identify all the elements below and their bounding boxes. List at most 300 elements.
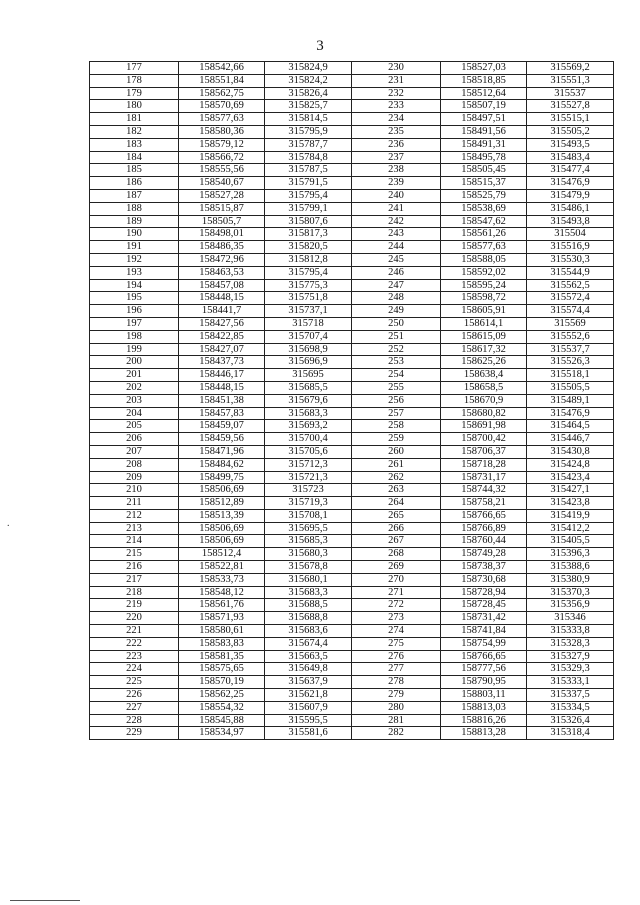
table-cell-y-coordinate: 315328,3 [527,637,614,650]
table-cell-x-coordinate: 158566,72 [179,151,265,164]
table-cell-point-number: 245 [352,253,441,266]
table-cell-y-coordinate: 315574,4 [527,305,614,318]
table-cell-x-coordinate: 158706,37 [441,445,527,458]
table-cell-y-coordinate: 315795,4 [265,189,352,202]
table-cell-point-number: 251 [352,330,441,343]
table-cell-point-number: 206 [90,433,179,446]
table-row [90,509,614,522]
table-cell-y-coordinate: 315649,8 [265,663,352,676]
table-row [90,599,614,612]
table-cell-x-coordinate: 158617,32 [441,343,527,356]
table-row [90,215,614,228]
table-cell-point-number: 185 [90,164,179,177]
table-cell-x-coordinate: 158518,85 [441,74,527,87]
table-cell-y-coordinate: 315812,8 [265,253,352,266]
table-cell-y-coordinate: 315674,4 [265,637,352,650]
table-cell-point-number: 208 [90,458,179,471]
table-cell-x-coordinate: 158816,26 [441,714,527,727]
table-cell-point-number: 278 [352,676,441,689]
table-cell-point-number: 243 [352,228,441,241]
footnote-divider [10,900,80,901]
table-cell-y-coordinate: 315807,6 [265,215,352,228]
table-cell-x-coordinate: 158592,02 [441,266,527,279]
table-cell-y-coordinate: 315824,2 [265,74,352,87]
table-row [90,637,614,650]
table-row [90,676,614,689]
table-cell-y-coordinate: 315356,9 [527,599,614,612]
table-cell-y-coordinate: 315423,4 [527,471,614,484]
table-cell-y-coordinate: 315787,7 [265,138,352,151]
table-cell-y-coordinate: 315489,1 [527,394,614,407]
table-cell-point-number: 271 [352,586,441,599]
table-cell-y-coordinate: 315493,8 [527,215,614,228]
table-row [90,279,614,292]
table-cell-point-number: 182 [90,125,179,138]
table-row [90,701,614,714]
table-cell-y-coordinate: 315795,9 [265,125,352,138]
table-cell-point-number: 260 [352,445,441,458]
table-cell-point-number: 218 [90,586,179,599]
table-cell-point-number: 216 [90,561,179,574]
table-cell-point-number: 237 [352,151,441,164]
table-row [90,497,614,510]
table-cell-y-coordinate: 315737,1 [265,305,352,318]
table-cell-point-number: 210 [90,484,179,497]
table-cell-point-number: 282 [352,727,441,740]
table-cell-x-coordinate: 158691,98 [441,420,527,433]
table-cell-y-coordinate: 315370,3 [527,586,614,599]
table-cell-x-coordinate: 158570,19 [179,676,265,689]
table-cell-x-coordinate: 158790,95 [441,676,527,689]
table-cell-point-number: 222 [90,637,179,650]
table-cell-y-coordinate: 315333,1 [527,676,614,689]
table-cell-x-coordinate: 158598,72 [441,292,527,305]
table-cell-point-number: 273 [352,612,441,625]
table-cell-y-coordinate: 315505,5 [527,381,614,394]
table-cell-point-number: 259 [352,433,441,446]
table-cell-y-coordinate: 315637,9 [265,676,352,689]
table-cell-y-coordinate: 315552,6 [527,330,614,343]
table-cell-point-number: 219 [90,599,179,612]
table-cell-point-number: 227 [90,701,179,714]
table-row [90,407,614,420]
table-cell-x-coordinate: 158448,15 [179,381,265,394]
table-cell-point-number: 201 [90,369,179,382]
table-cell-x-coordinate: 158700,42 [441,433,527,446]
table-cell-y-coordinate: 315787,5 [265,164,352,177]
table-cell-x-coordinate: 158491,31 [441,138,527,151]
table-cell-y-coordinate: 315708,1 [265,509,352,522]
table-row [90,689,614,702]
table-row [90,612,614,625]
margin-mark: . [7,518,10,529]
table-cell-point-number: 231 [352,74,441,87]
table-row [90,292,614,305]
table-cell-point-number: 247 [352,279,441,292]
table-cell-point-number: 272 [352,599,441,612]
table-cell-x-coordinate: 158670,9 [441,394,527,407]
table-cell-y-coordinate: 315685,3 [265,535,352,548]
table-cell-point-number: 186 [90,177,179,190]
table-cell-x-coordinate: 158497,51 [441,113,527,126]
table-cell-y-coordinate: 315515,1 [527,113,614,126]
table-cell-y-coordinate: 315820,5 [265,241,352,254]
table-cell-y-coordinate: 315679,6 [265,394,352,407]
table-cell-point-number: 199 [90,343,179,356]
table-cell-point-number: 223 [90,650,179,663]
table-cell-y-coordinate: 315477,4 [527,164,614,177]
table-cell-point-number: 256 [352,394,441,407]
table-cell-point-number: 217 [90,573,179,586]
table-cell-y-coordinate: 315419,9 [527,509,614,522]
table-cell-x-coordinate: 158506,69 [179,535,265,548]
table-cell-x-coordinate: 158441,7 [179,305,265,318]
table-cell-x-coordinate: 158491,56 [441,125,527,138]
table-cell-y-coordinate: 315334,5 [527,701,614,714]
table-row [90,381,614,394]
table-cell-y-coordinate: 315464,5 [527,420,614,433]
table-cell-x-coordinate: 158638,4 [441,369,527,382]
table-cell-y-coordinate: 315795,4 [265,266,352,279]
table-cell-y-coordinate: 315721,3 [265,471,352,484]
table-cell-x-coordinate: 158540,67 [179,177,265,190]
table-cell-y-coordinate: 315537 [527,87,614,100]
table-cell-point-number: 280 [352,701,441,714]
table-cell-x-coordinate: 158731,17 [441,471,527,484]
table-cell-x-coordinate: 158749,28 [441,548,527,561]
table-cell-y-coordinate: 315607,9 [265,701,352,714]
table-cell-y-coordinate: 315405,5 [527,535,614,548]
table-row [90,151,614,164]
table-row [90,266,614,279]
table-cell-x-coordinate: 158731,42 [441,612,527,625]
table-cell-x-coordinate: 158614,1 [441,317,527,330]
table-cell-x-coordinate: 158515,37 [441,177,527,190]
table-cell-y-coordinate: 315526,3 [527,356,614,369]
table-cell-point-number: 258 [352,420,441,433]
page-number: 3 [316,38,324,54]
table-cell-y-coordinate: 315695,5 [265,522,352,535]
table-cell-point-number: 234 [352,113,441,126]
table-row [90,650,614,663]
table-row [90,561,614,574]
table-cell-point-number: 200 [90,356,179,369]
table-cell-x-coordinate: 158562,75 [179,87,265,100]
table-cell-point-number: 232 [352,87,441,100]
table-cell-x-coordinate: 158571,93 [179,612,265,625]
table-cell-point-number: 276 [352,650,441,663]
table-cell-y-coordinate: 315479,9 [527,189,614,202]
table-cell-x-coordinate: 158813,28 [441,727,527,740]
table-cell-x-coordinate: 158581,35 [179,650,265,663]
table-cell-y-coordinate: 315784,8 [265,151,352,164]
table-cell-point-number: 211 [90,497,179,510]
table-row [90,369,614,382]
table-cell-y-coordinate: 315825,7 [265,100,352,113]
table-cell-point-number: 212 [90,509,179,522]
table-cell-point-number: 190 [90,228,179,241]
table-cell-point-number: 209 [90,471,179,484]
table-cell-point-number: 270 [352,573,441,586]
table-cell-y-coordinate: 315388,6 [527,561,614,574]
table-cell-point-number: 268 [352,548,441,561]
table-row [90,714,614,727]
table-cell-x-coordinate: 158422,85 [179,330,265,343]
table-cell-point-number: 184 [90,151,179,164]
table-cell-y-coordinate: 315680,3 [265,548,352,561]
table-cell-x-coordinate: 158437,73 [179,356,265,369]
table-cell-point-number: 197 [90,317,179,330]
table-cell-point-number: 191 [90,241,179,254]
table-cell-x-coordinate: 158533,73 [179,573,265,586]
coordinates-table [89,61,614,740]
table-cell-x-coordinate: 158506,69 [179,484,265,497]
table-cell-x-coordinate: 158551,84 [179,74,265,87]
table-cell-point-number: 266 [352,522,441,535]
table-cell-y-coordinate: 315562,5 [527,279,614,292]
table-cell-x-coordinate: 158615,09 [441,330,527,343]
table-cell-point-number: 220 [90,612,179,625]
table-cell-y-coordinate: 315723 [265,484,352,497]
table-cell-point-number: 180 [90,100,179,113]
table-cell-y-coordinate: 315814,5 [265,113,352,126]
table-cell-x-coordinate: 158499,75 [179,471,265,484]
table-cell-x-coordinate: 158554,32 [179,701,265,714]
table-cell-x-coordinate: 158562,25 [179,689,265,702]
table-cell-x-coordinate: 158548,12 [179,586,265,599]
table-cell-point-number: 207 [90,445,179,458]
table-cell-x-coordinate: 158525,79 [441,189,527,202]
table-cell-point-number: 236 [352,138,441,151]
table-cell-point-number: 252 [352,343,441,356]
table-row [90,177,614,190]
table-cell-point-number: 215 [90,548,179,561]
table-cell-point-number: 240 [352,189,441,202]
table-cell-y-coordinate: 315683,3 [265,586,352,599]
table-cell-point-number: 230 [352,62,441,75]
table-cell-x-coordinate: 158760,44 [441,535,527,548]
table-cell-y-coordinate: 315751,8 [265,292,352,305]
table-cell-y-coordinate: 315705,6 [265,445,352,458]
table-cell-x-coordinate: 158505,7 [179,215,265,228]
table-cell-x-coordinate: 158579,12 [179,138,265,151]
table-cell-y-coordinate: 315595,5 [265,714,352,727]
table-cell-x-coordinate: 158738,37 [441,561,527,574]
table-row [90,189,614,202]
table-cell-x-coordinate: 158730,68 [441,573,527,586]
table-cell-y-coordinate: 315698,9 [265,343,352,356]
table-cell-point-number: 213 [90,522,179,535]
table-row [90,343,614,356]
table-cell-point-number: 275 [352,637,441,650]
table-row [90,87,614,100]
table-cell-y-coordinate: 315483,4 [527,151,614,164]
table-cell-x-coordinate: 158803,11 [441,689,527,702]
table-cell-x-coordinate: 158580,61 [179,625,265,638]
table-cell-x-coordinate: 158505,45 [441,164,527,177]
table-cell-x-coordinate: 158459,07 [179,420,265,433]
table-cell-y-coordinate: 315537,7 [527,343,614,356]
table-cell-point-number: 246 [352,266,441,279]
table-row [90,125,614,138]
table-cell-point-number: 192 [90,253,179,266]
table-cell-x-coordinate: 158577,63 [179,113,265,126]
table-cell-y-coordinate: 315695 [265,369,352,382]
table-cell-point-number: 224 [90,663,179,676]
table-cell-y-coordinate: 315476,9 [527,177,614,190]
table-cell-y-coordinate: 315569,2 [527,62,614,75]
table-cell-x-coordinate: 158512,64 [441,87,527,100]
table-cell-point-number: 261 [352,458,441,471]
table-cell-y-coordinate: 315424,8 [527,458,614,471]
table-cell-x-coordinate: 158595,24 [441,279,527,292]
table-cell-x-coordinate: 158728,45 [441,599,527,612]
table-row [90,356,614,369]
table-row [90,573,614,586]
table-cell-y-coordinate: 315551,3 [527,74,614,87]
table-cell-y-coordinate: 315775,3 [265,279,352,292]
table-cell-x-coordinate: 158754,99 [441,637,527,650]
table-row [90,113,614,126]
table-row [90,663,614,676]
table-cell-y-coordinate: 315504 [527,228,614,241]
table-cell-y-coordinate: 315569 [527,317,614,330]
table-cell-x-coordinate: 158728,94 [441,586,527,599]
table-cell-x-coordinate: 158741,84 [441,625,527,638]
table-cell-x-coordinate: 158484,62 [179,458,265,471]
table-cell-y-coordinate: 315824,9 [265,62,352,75]
table-cell-x-coordinate: 158457,08 [179,279,265,292]
table-cell-y-coordinate: 315696,9 [265,356,352,369]
table-cell-point-number: 244 [352,241,441,254]
table-cell-point-number: 257 [352,407,441,420]
table-cell-y-coordinate: 315826,4 [265,87,352,100]
table-cell-x-coordinate: 158766,65 [441,650,527,663]
table-cell-y-coordinate: 315337,5 [527,689,614,702]
table-cell-point-number: 263 [352,484,441,497]
table-cell-point-number: 226 [90,689,179,702]
table-cell-y-coordinate: 315530,3 [527,253,614,266]
table-cell-point-number: 238 [352,164,441,177]
table-cell-x-coordinate: 158744,32 [441,484,527,497]
table-cell-point-number: 269 [352,561,441,574]
table-cell-point-number: 233 [352,100,441,113]
table-cell-x-coordinate: 158512,4 [179,548,265,561]
table-cell-y-coordinate: 315318,4 [527,727,614,740]
table-cell-y-coordinate: 315799,1 [265,202,352,215]
table-cell-point-number: 249 [352,305,441,318]
table-cell-y-coordinate: 315544,9 [527,266,614,279]
table-cell-x-coordinate: 158766,65 [441,509,527,522]
table-cell-point-number: 204 [90,407,179,420]
table-cell-x-coordinate: 158570,69 [179,100,265,113]
table-cell-point-number: 203 [90,394,179,407]
table-cell-point-number: 188 [90,202,179,215]
table-cell-y-coordinate: 315333,8 [527,625,614,638]
table-row [90,317,614,330]
table-cell-y-coordinate: 315581,6 [265,727,352,740]
table-cell-y-coordinate: 315718 [265,317,352,330]
table-cell-x-coordinate: 158515,87 [179,202,265,215]
table-cell-x-coordinate: 158766,89 [441,522,527,535]
table-cell-point-number: 183 [90,138,179,151]
table-cell-y-coordinate: 315430,8 [527,445,614,458]
table-cell-x-coordinate: 158547,62 [441,215,527,228]
table-cell-y-coordinate: 315685,5 [265,381,352,394]
table-cell-point-number: 221 [90,625,179,638]
table-cell-point-number: 195 [90,292,179,305]
table-cell-x-coordinate: 158583,83 [179,637,265,650]
table-row [90,445,614,458]
table-cell-y-coordinate: 315518,1 [527,369,614,382]
table-cell-point-number: 194 [90,279,179,292]
table-cell-y-coordinate: 315516,9 [527,241,614,254]
table-cell-x-coordinate: 158542,66 [179,62,265,75]
table-cell-y-coordinate: 315707,4 [265,330,352,343]
table-cell-x-coordinate: 158463,53 [179,266,265,279]
table-cell-point-number: 241 [352,202,441,215]
table-cell-y-coordinate: 315817,3 [265,228,352,241]
table-cell-y-coordinate: 315712,3 [265,458,352,471]
table-cell-y-coordinate: 315329,3 [527,663,614,676]
table-cell-y-coordinate: 315693,2 [265,420,352,433]
table-cell-x-coordinate: 158522,81 [179,561,265,574]
table-row [90,74,614,87]
table-cell-y-coordinate: 315791,5 [265,177,352,190]
table-cell-point-number: 187 [90,189,179,202]
table-cell-x-coordinate: 158486,35 [179,241,265,254]
coordinates-table-body [90,62,614,740]
table-cell-point-number: 265 [352,509,441,522]
table-cell-y-coordinate: 315680,1 [265,573,352,586]
table-cell-x-coordinate: 158506,69 [179,522,265,535]
table-row [90,100,614,113]
table-cell-y-coordinate: 315663,5 [265,650,352,663]
table-row [90,228,614,241]
table-cell-x-coordinate: 158446,17 [179,369,265,382]
table-cell-point-number: 196 [90,305,179,318]
table-cell-x-coordinate: 158498,01 [179,228,265,241]
table-row [90,330,614,343]
table-cell-point-number: 253 [352,356,441,369]
table-row [90,727,614,740]
table-cell-point-number: 214 [90,535,179,548]
table-cell-y-coordinate: 315719,3 [265,497,352,510]
table-cell-x-coordinate: 158459,56 [179,433,265,446]
table-cell-point-number: 177 [90,62,179,75]
table-cell-x-coordinate: 158680,82 [441,407,527,420]
table-cell-x-coordinate: 158507,19 [441,100,527,113]
table-row [90,471,614,484]
table-row [90,138,614,151]
table-cell-y-coordinate: 315446,7 [527,433,614,446]
table-row [90,433,614,446]
table-row [90,241,614,254]
table-cell-point-number: 202 [90,381,179,394]
table-cell-x-coordinate: 158580,36 [179,125,265,138]
table-cell-point-number: 277 [352,663,441,676]
table-cell-x-coordinate: 158718,28 [441,458,527,471]
table-cell-x-coordinate: 158605,91 [441,305,527,318]
table-row [90,625,614,638]
table-row [90,394,614,407]
table-cell-x-coordinate: 158545,88 [179,714,265,727]
table-cell-x-coordinate: 158448,15 [179,292,265,305]
table-cell-y-coordinate: 315688,5 [265,599,352,612]
table-cell-y-coordinate: 315683,6 [265,625,352,638]
table-cell-x-coordinate: 158577,63 [441,241,527,254]
table-cell-y-coordinate: 315678,8 [265,561,352,574]
